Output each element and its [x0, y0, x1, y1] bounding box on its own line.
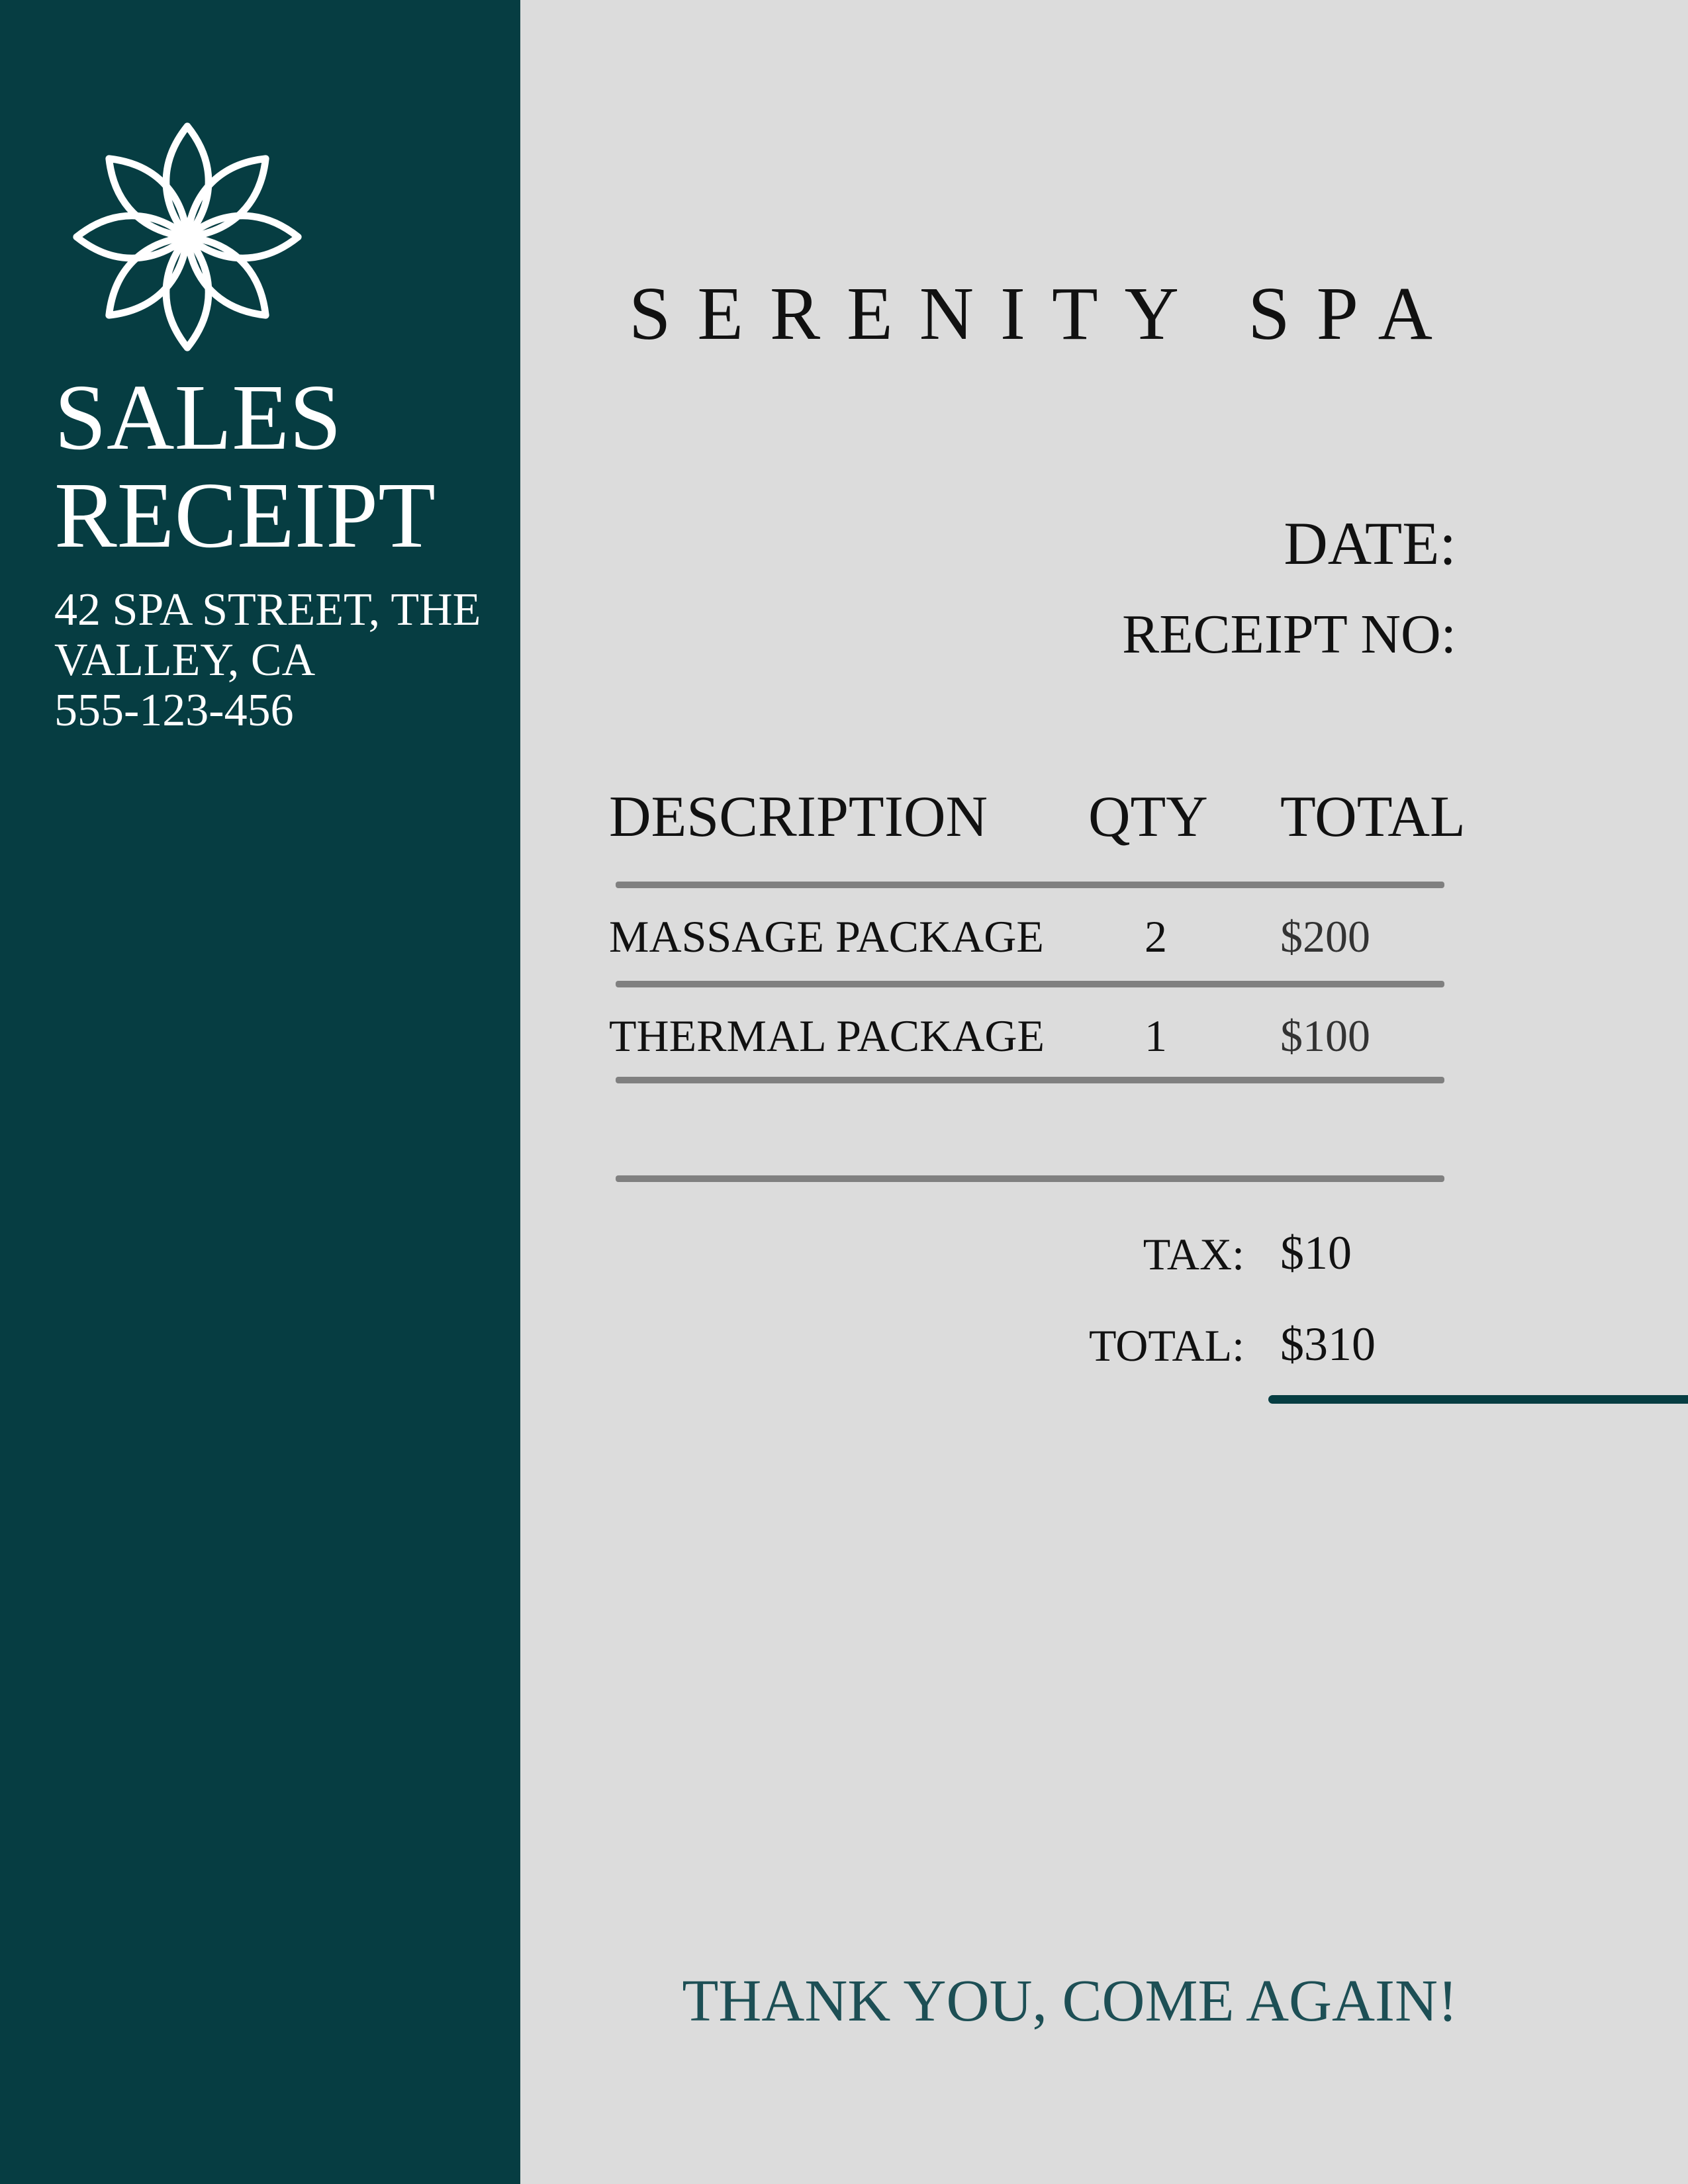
table-divider [616, 1077, 1444, 1083]
date-label: DATE: [1284, 510, 1456, 577]
thank-you-message: THANK YOU, COME AGAIN! [682, 1968, 1458, 2034]
table-divider [616, 882, 1444, 888]
row-total: $100 [1280, 1011, 1370, 1061]
grand-total-label: TOTAL: [1088, 1320, 1244, 1371]
column-header-qty: QTY [1088, 785, 1208, 849]
receipt-title-line1: SALES [54, 365, 342, 469]
phone-number: 555-123-456 [54, 685, 294, 736]
grand-total-value: $310 [1280, 1318, 1376, 1371]
receipt-title-line2: RECEIPT [54, 463, 436, 567]
table-divider [616, 981, 1444, 987]
address-line2: VALLEY, CA [54, 635, 316, 686]
table-divider [616, 1175, 1444, 1182]
business-address [54, 585, 481, 736]
sidebar-panel [0, 0, 520, 2184]
brand-name: SERENITY SPA [629, 271, 1459, 355]
row-total: $200 [1280, 911, 1370, 962]
tax-value: $10 [1280, 1226, 1352, 1279]
row-description: MASSAGE PACKAGE [609, 911, 1044, 962]
receipt-number-label: RECEIPT NO: [1122, 604, 1456, 665]
row-description: THERMAL PACKAGE [609, 1011, 1045, 1061]
row-qty: 2 [1145, 911, 1167, 962]
total-accent-line [1268, 1395, 1688, 1404]
row-qty: 1 [1145, 1011, 1167, 1061]
receipt-title [54, 365, 436, 567]
tax-label: TAX: [1143, 1229, 1244, 1279]
column-header-description: DESCRIPTION [609, 785, 988, 849]
address-line1: 42 SPA STREET, THE [54, 584, 481, 635]
lotus-flower-icon [70, 119, 305, 355]
column-header-total: TOTAL [1280, 785, 1466, 849]
